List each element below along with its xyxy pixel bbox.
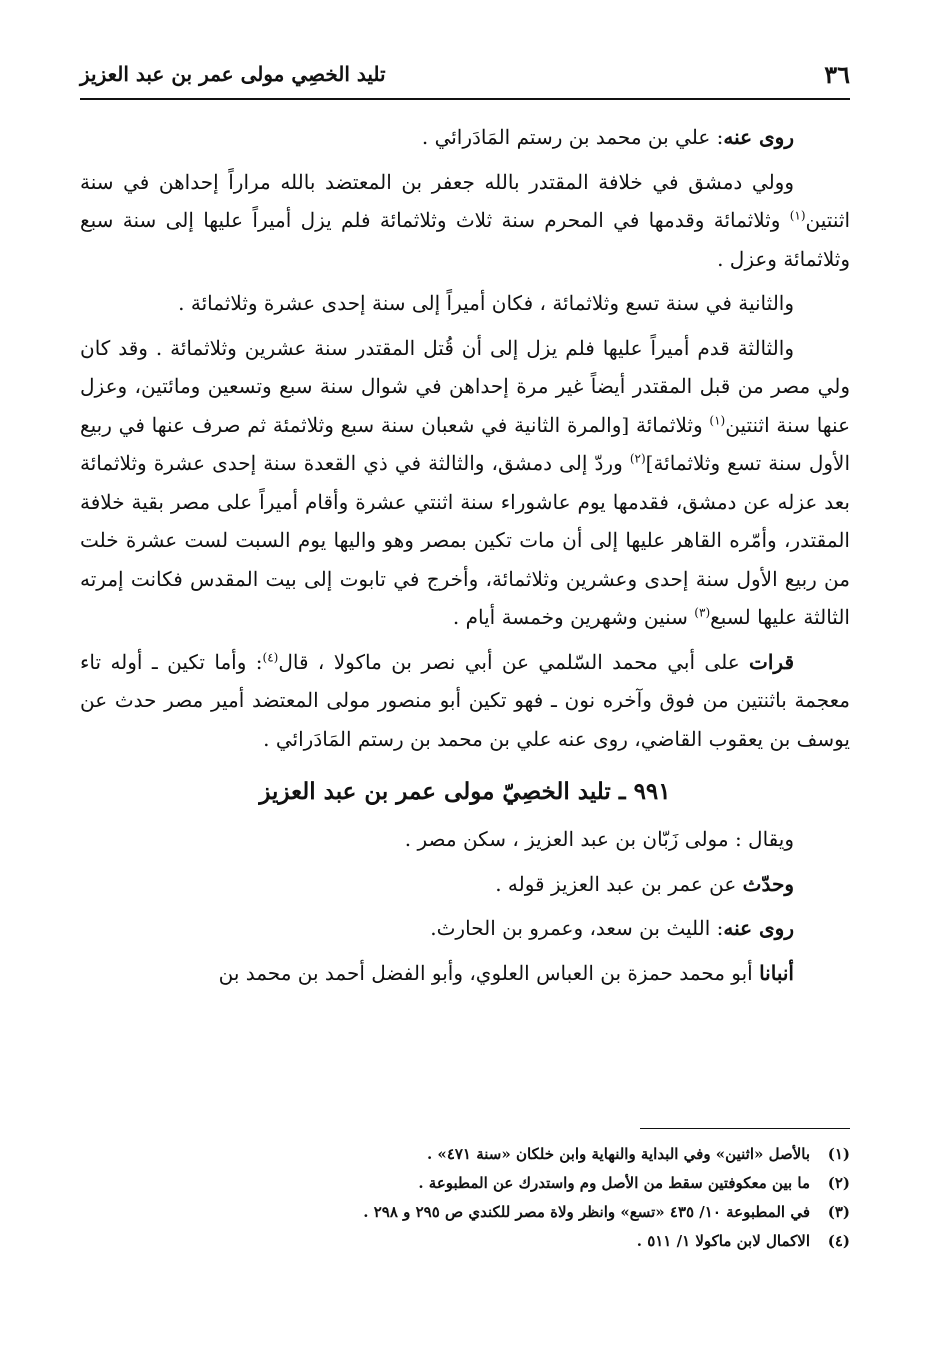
paragraph-anbana	[80, 954, 850, 993]
footnote	[80, 1198, 850, 1227]
footnotes	[80, 1140, 850, 1256]
keyword-rawa-anhu: روى عنه	[723, 125, 794, 149]
page-number: ٣٦	[824, 60, 850, 89]
paragraph-text: على أبي محمد السّلمي عن أبي نصر بن ماكولا ، قال	[278, 649, 750, 674]
entry-title: ٩٩١ ـ تليد الخصِيّ مولى عمر بن عبد العزيز	[259, 778, 671, 805]
running-head: تليد الخصِي مولى عمر بن عبد العزيز	[80, 62, 386, 86]
footnote-text: في المطبوعة ١٠/ ٤٣٥ «تسع» وانظر ولاة مصر للكندي ص ٢٩٥ و ٢٩٨ .	[363, 1203, 810, 1221]
paragraph-text: وردّ إلى دمشق، والثالثة في ذي القعدة سنة إحدى عشرة وثلاثمائة بعد عزله عن دمشق، فقدمها يوم عاشوراء سنة اثنتي عشرة وأقام أميراً على مصر بقية خلافة المقتدر، وأمّره القاهر عليها إلى أن مات تكين بمصر وهو واليها يوم السبت لست عشرة خلت من ربيع الأول سنة إحدى وعشرين وثلاثمائة، وأخرج في تابوت إلى بيت المقدس فكانت إمرته الثالثة عليها لسبع	[80, 451, 850, 629]
keyword-anbana: أنبانا	[759, 960, 794, 985]
footnote-ref: (٤)	[262, 649, 279, 664]
footnote-number: (٤)	[827, 1232, 850, 1250]
footnote-text: ما بين معكوفتين سقط من الأصل وم واستدرك عن المطبوعة .	[418, 1174, 810, 1192]
paragraph-text: عن عمر بن عبد العزيز قوله .	[495, 871, 743, 896]
paragraph-text: والثانية في سنة تسع وثلاثمائة ، فكان أميراً إلى سنة إحدى عشرة وثلاثمائة .	[178, 291, 794, 315]
footnote-ref: (١)	[789, 208, 806, 223]
footnote-number: (٣)	[827, 1203, 850, 1221]
footnote-rule	[640, 1128, 850, 1129]
footnote-ref: (٣)	[694, 605, 711, 620]
main-text	[80, 118, 850, 998]
paragraph-narrators-2	[80, 909, 850, 948]
paragraph-text: وثلاثمائة [والمرة الثانية في شعبان سنة سبع وثلاثمئة ثم صرف عنها في ربيع الأول سنة تسع وثلاثمائة]	[80, 412, 851, 475]
keyword-haddath: وحدّث	[742, 871, 794, 896]
paragraph-damascus-governorship	[80, 163, 850, 279]
header-rule	[80, 98, 850, 100]
keyword-rawa-anhu: روى عنه	[723, 916, 794, 940]
paragraph-text: ويقال : مولى زَبّان بن عبد العزيز ، سكن مصر .	[404, 827, 794, 851]
paragraph-text: وولي دمشق في خلافة المقتدر بالله جعفر بن المعتضد بالله مراراً إحداهن في سنة اثنتين	[80, 169, 850, 232]
paragraph-also-called	[80, 820, 850, 859]
paragraph-text: : الليث بن سعد، وعمرو بن الحارث.	[430, 916, 724, 940]
footnote-ref: (١)	[709, 412, 726, 427]
paragraph-text: : وأما تكين ـ أوله تاء معجمة باثنتين من فوق وآخره نون ـ فهو تكين أبو منصور مولى المعتضد أمير مصر حدث عن يوسف بن يعقوب القاضي، روى عنه علي بن محمد بن رستم المَادَرائي .	[80, 649, 850, 751]
footnote	[80, 1227, 850, 1256]
footnote-text: الاكمال لابن ماكولا ١/ ٥١١ .	[636, 1232, 810, 1250]
page-header	[80, 58, 850, 100]
footnote-ref: (٢)	[629, 451, 646, 466]
keyword-qarat: قرات	[749, 649, 795, 674]
paragraph-text: سنين وشهرين وخمسة أيام .	[452, 605, 695, 629]
footnote-text: بالأصل «اثنين» وفي البداية والنهاية وابن خلكان «سنة ٤٧١» .	[426, 1145, 810, 1163]
footnote	[80, 1169, 850, 1198]
paragraph-text: والثالثة قدم أميراً عليها فلم يزل إلى أن قُتل المقتدر سنة عشرين وثلاثمائة . وقد كان ولي مصر من قبل المقتدر أيضاً غير مرة إحداهن في شوال سنة سبع وتسعين ومائتين، وعزل عنها سنة اثنتين	[80, 335, 850, 437]
footnote-number: (٢)	[827, 1174, 850, 1192]
paragraph-narrators	[80, 118, 850, 157]
paragraph-text: وثلاثمائة وقدمها في المحرم سنة ثلاث وثلاثمائة فلم يزل أميراً عليها إلى سنة سبع وثلاثمائة وعزل .	[80, 208, 850, 271]
paragraph-second-term	[80, 284, 850, 323]
paragraph-ibn-makula	[80, 643, 850, 759]
paragraph-narrated	[80, 865, 850, 904]
footnote-number: (١)	[827, 1145, 850, 1163]
paragraph-text: : علي بن محمد بن رستم المَادَرائي .	[421, 125, 724, 149]
footnote	[80, 1140, 850, 1169]
paragraph-third-term	[80, 329, 850, 637]
paragraph-text: أبو محمد حمزة بن العباس العلوي، وأبو الفضل أحمد بن محمد بن	[218, 960, 760, 985]
